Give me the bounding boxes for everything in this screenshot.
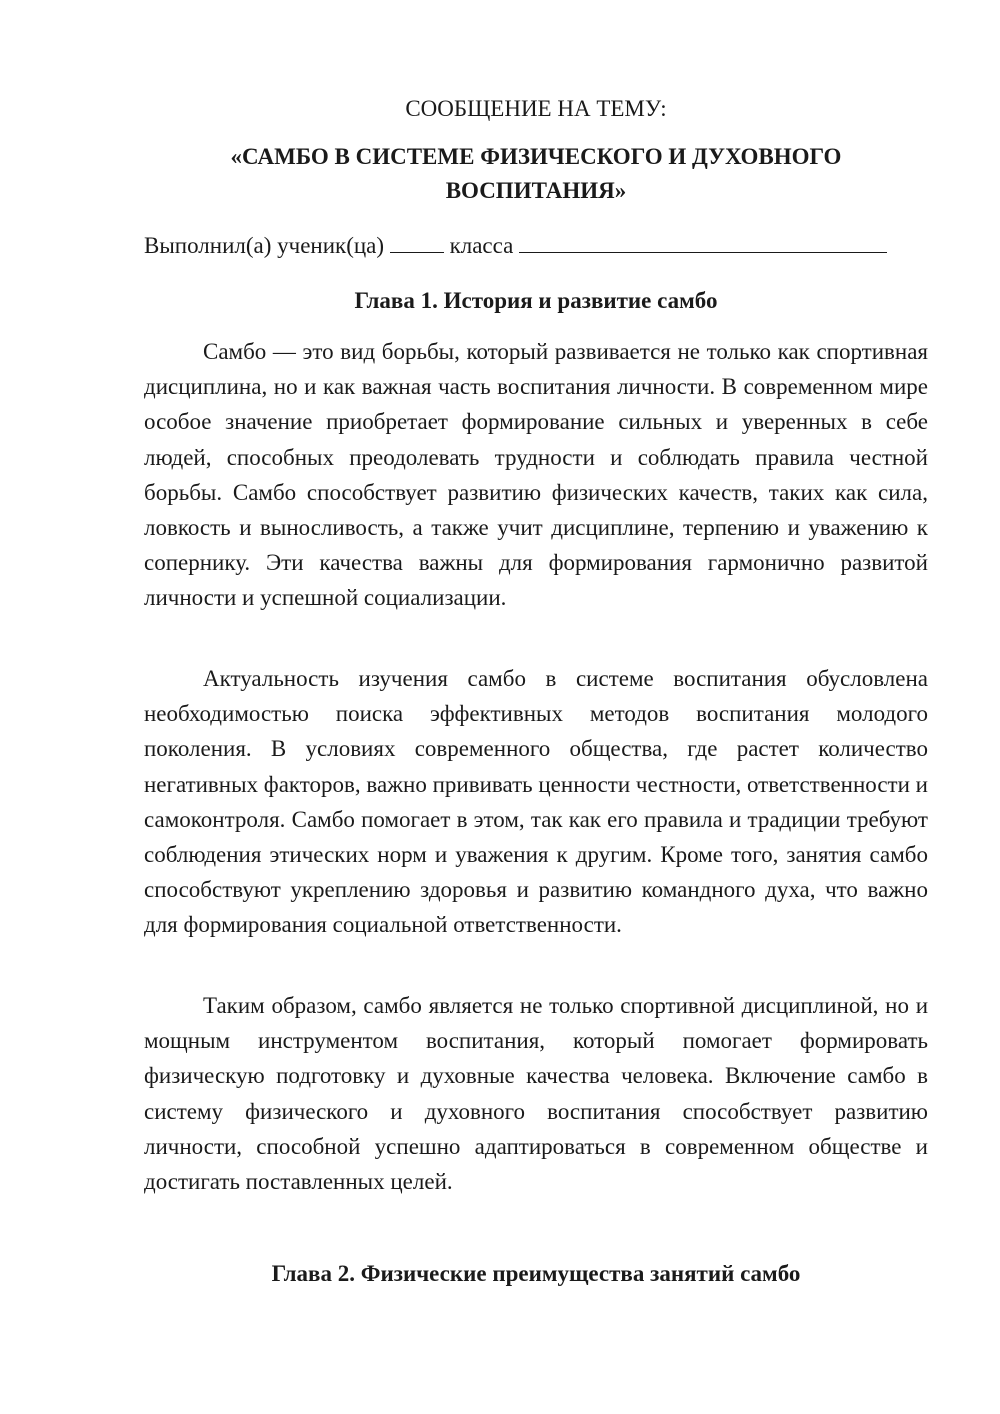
name-blank-field[interactable]: [519, 232, 887, 253]
performed-by-label: Выполнил(а) ученик(ца): [144, 233, 385, 258]
paragraph-intro: Самбо — это вид борьбы, который развивается не только как спортивная дисциплина, но и как важная часть воспитания личности. В современном мире особое значение приобретает формирование сильных и уверенных в себе людей, способных преодолевать трудности и соблюдать правила честной борьбы. Самбо способствует развитию физических качеств, таких как сила, ловкость и выносливость, а также учит дисциплине, терпению и уважению к сопернику. Эти качества важны для формирования гармонично развитой личности и успешной социализации.: [144, 339, 928, 611]
class-blank-field[interactable]: [390, 232, 444, 253]
paragraph-conclusion: Таким образом, самбо является не только спортивной дисциплиной, но и мощным инструментом воспитания, который помогает формировать физическую подготовку и духовные качества человека. Включение самбо в систему физического и духовного воспитания способствует развитию личности, способной успешно адаптироваться в современном обществе и достигать поставленных целей.: [144, 993, 928, 1195]
chapter-2-heading: Глава 2. Физические преимущества занятий самбо: [271, 1261, 801, 1286]
chapter-1-heading: Глава 1. История и развитие самбо: [354, 288, 718, 313]
performed-by-line: [144, 231, 928, 261]
class-label: класса: [449, 233, 514, 258]
title-intro: СООБЩЕНИЕ НА ТЕМУ:: [405, 96, 667, 121]
paragraph-relevance: Актуальность изучения самбо в системе воспитания обусловлена необходимостью поиска эффективных методов воспитания молодого поколения. В условиях современного общества, где растет количество негативных факторов, важно прививать ценности честности, ответственности и самоконтроля. Самбо помогает в этом, так как его правила и традиции требуют соблюдения этических норм и уважения к другим. Кроме того, занятия самбо способствуют укреплению здоровья и развитию командного духа, что важно для формирования социальной ответственности.: [144, 666, 928, 938]
document-title-continued: ВОСПИТАНИЯ»: [445, 178, 627, 203]
document-title: «САМБО В СИСТЕМЕ ФИЗИЧЕСКОГО И ДУХОВНОГО: [230, 144, 842, 169]
